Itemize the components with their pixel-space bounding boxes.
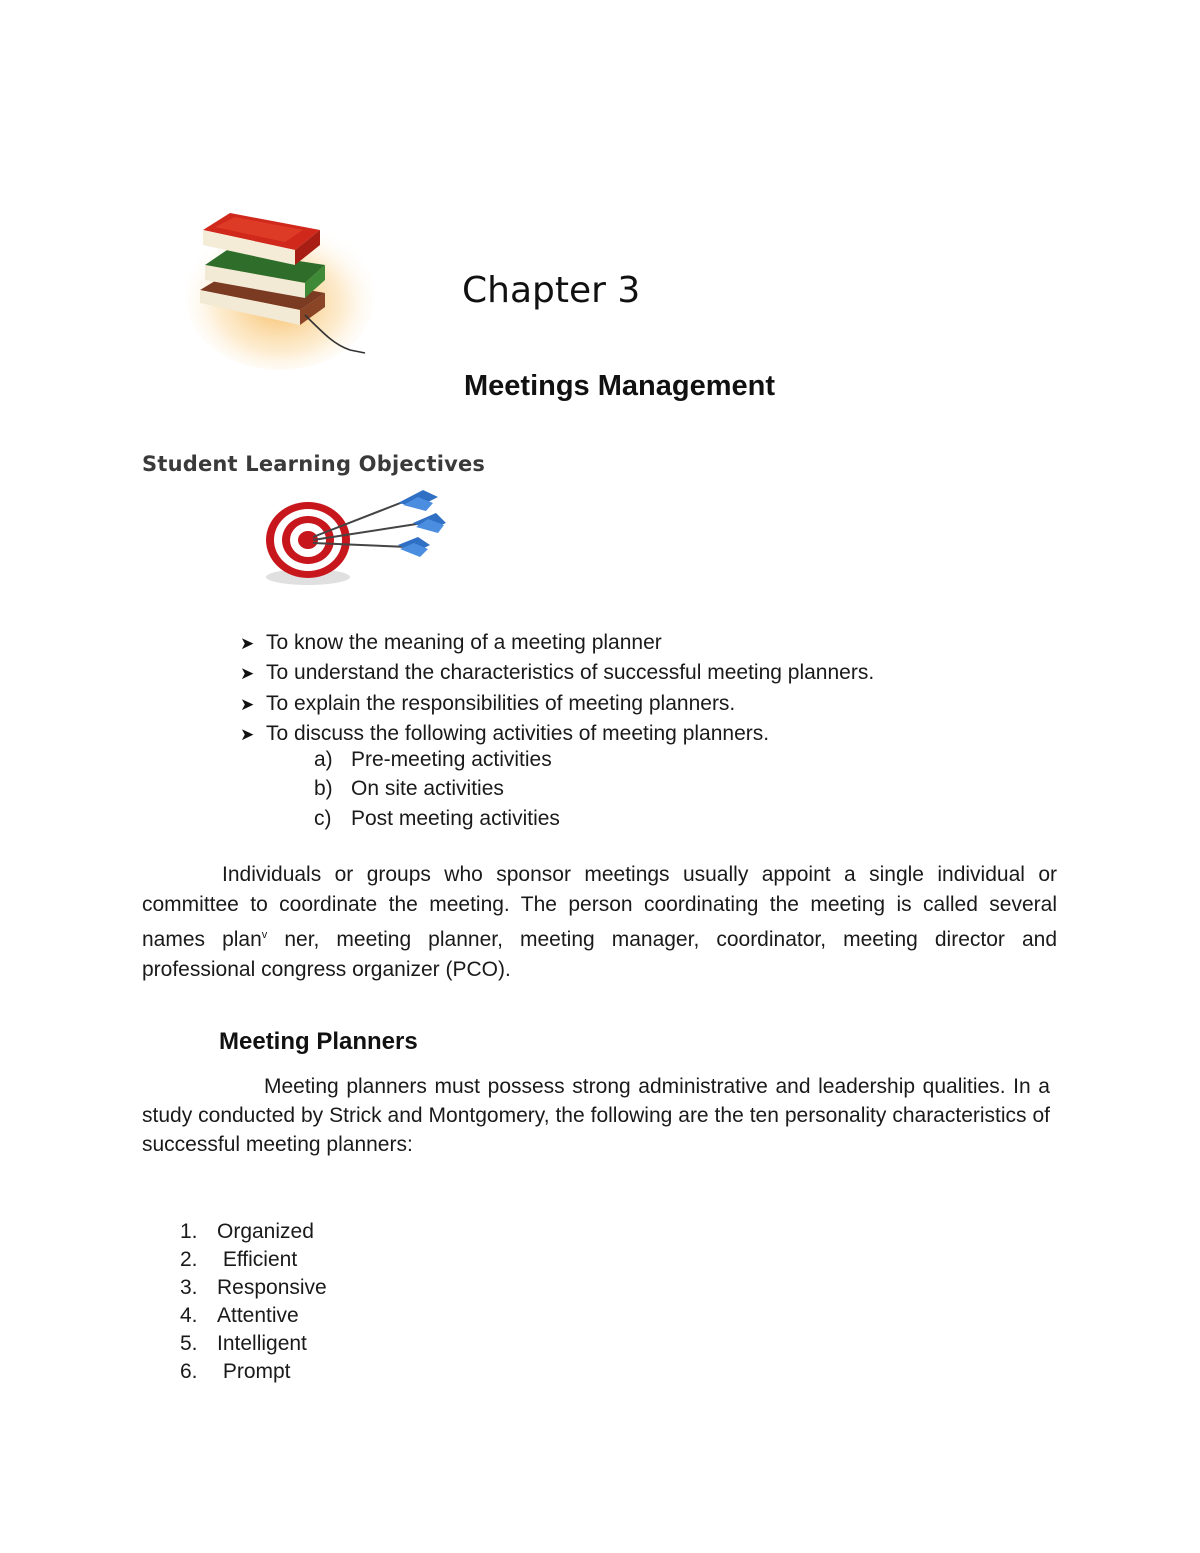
section-heading: Meeting Planners bbox=[219, 1028, 418, 1055]
list-item: b) On site activities bbox=[314, 777, 504, 801]
arrowhead-bullet-icon: ➤ bbox=[240, 634, 255, 653]
list-item: ➤ To discuss the following activities of meeting planners. bbox=[240, 719, 874, 749]
planners-paragraph: Meeting planners must possess strong administrative and leadership qualities. In a study conducted by Strick and Montgomery, the following are the ten personality characteristics of successful meeting planners: bbox=[142, 1075, 1050, 1156]
target-darts-icon bbox=[258, 485, 448, 590]
list-item: 5. Intelligent bbox=[180, 1332, 307, 1355]
list-item: c) Post meeting activities bbox=[314, 806, 560, 830]
page-title: Meetings Management bbox=[464, 370, 775, 402]
activities-list bbox=[314, 745, 560, 833]
list-item: 3. Responsive bbox=[180, 1276, 327, 1299]
chapter-number: Chapter 3 bbox=[462, 270, 641, 311]
list-item: 6. Prompt bbox=[180, 1360, 291, 1383]
objectives-list bbox=[240, 628, 874, 749]
characteristics-list bbox=[180, 1218, 327, 1386]
intro-paragraph: Individuals or groups who sponsor meetings usually appoint a single individual or committee to coordinate the meeting. The person coordinating the meeting is called several names plan$^v$ ner, meeting planner, meeting manager, coordinator, meeting director and professional congress organizer (PCO). bbox=[142, 863, 1057, 981]
list-item: ➤ To explain the responsibilities of meeting planners. bbox=[240, 689, 874, 719]
arrowhead-bullet-icon: ➤ bbox=[240, 664, 255, 684]
list-item: 1. Organized bbox=[180, 1220, 314, 1243]
arrowhead-bullet-icon: ➤ bbox=[240, 694, 255, 714]
list-item: 2. Efficient bbox=[180, 1248, 298, 1271]
list-item: 4. Attentive bbox=[180, 1304, 299, 1327]
list-item: ➤ To know the meaning of a meeting planner bbox=[240, 628, 874, 658]
list-item: ➤ To understand the characteristics of successful meeting planners. bbox=[240, 658, 874, 688]
arrowhead-bullet-icon: ➤ bbox=[240, 724, 255, 744]
objectives-heading: Student Learning Objectives bbox=[142, 452, 486, 476]
list-item: a) Pre-meeting activities bbox=[314, 748, 552, 771]
books-stack-icon bbox=[185, 195, 375, 370]
